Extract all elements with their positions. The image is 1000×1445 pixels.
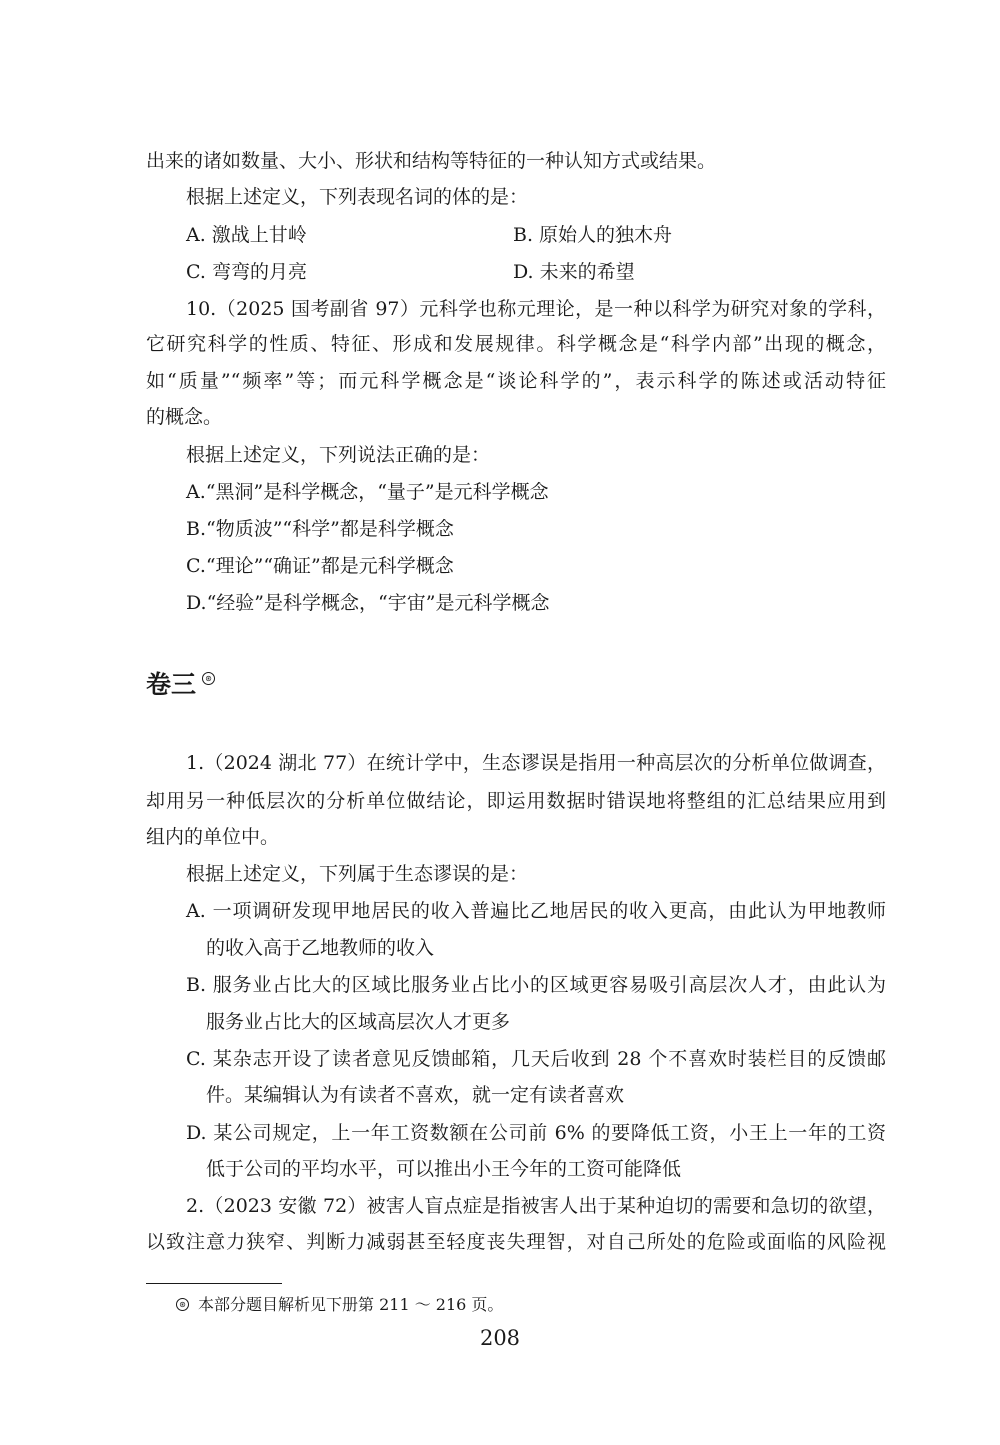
s3-question-1-option-a-cont: 的收入高于乙地教师的收入 (206, 937, 435, 959)
section-title-text: 卷三 (146, 670, 197, 699)
question-prompt: 根据上述定义，下列表现名词的体的是： (186, 186, 529, 208)
paragraph-line: 出来的诸如数量、大小、形状和结构等特征的一种认知方式或结果。 (146, 150, 717, 172)
footnote-text: 本部分题目解析见下册第 211 ～ 216 页。 (198, 1295, 504, 1314)
question-10-option-b: B.“物质波”“科学”都是科学概念 (186, 518, 454, 540)
s3-question-1-line-1: 1.（2024 湖北 77）在统计学中，生态谬误是指用一种高层次的分析单位做调查， (186, 752, 886, 774)
s3-question-1-option-c: C. 某杂志开设了读者意见反馈邮箱，几天后收到 28 个不喜欢时装栏目的反馈邮 (186, 1048, 886, 1070)
page-number: 208 (479, 1326, 521, 1350)
s3-question-1-option-b-cont: 服务业占比大的区域高层次人才更多 (206, 1011, 511, 1033)
footnote-rule (146, 1283, 282, 1284)
s3-question-1-prompt: 根据上述定义，下列属于生态谬误的是： (186, 863, 529, 885)
s3-question-1-line-3: 组内的单位中。 (146, 826, 280, 848)
question-10-option-d: D.“经验”是科学概念，“宇宙”是元科学概念 (186, 592, 550, 614)
s3-question-1-option-c-cont: 件。某编辑认为有读者不喜欢，就一定有读者喜欢 (206, 1084, 625, 1106)
question-10-prompt: 根据上述定义，下列说法正确的是： (186, 444, 491, 466)
footnote-marker-icon: ⊛ (202, 672, 215, 685)
s3-question-1-option-d: D. 某公司规定，上一年工资数额在公司前 6% 的要降低工资，小王上一年的工资 (186, 1122, 886, 1144)
footnote-marker-icon: ⊛ (176, 1298, 189, 1311)
s3-question-1-option-b: B. 服务业占比大的区域比服务业占比小的区域更容易吸引高层次人才，由此认为 (186, 974, 886, 996)
question-10-line-2: 它研究科学的性质、特征、形成和发展规律。科学概念是“科学内部”出现的概念， (146, 333, 886, 355)
question-10-option-c: C.“理论”“确证”都是元科学概念 (186, 555, 454, 577)
section-title (146, 668, 196, 702)
option-a: A. 激战上甘岭 (186, 224, 307, 246)
option-d: D. 未来的希望 (513, 261, 635, 283)
s3-question-1-option-d-cont: 低于公司的平均水平，可以推出小王今年的工资可能降低 (206, 1158, 682, 1180)
question-10-line-3: 如“质量”“频率”等；而元科学概念是“谈论科学的”，表示科学的陈述或活动特征 (146, 370, 886, 392)
question-10-line-4: 的概念。 (146, 406, 223, 428)
s3-question-1-line-2: 却用另一种低层次的分析单位做结论，即运用数据时错误地将整组的汇总结果应用到 (146, 790, 886, 812)
question-10-option-a: A.“黑洞”是科学概念，“量子”是元科学概念 (186, 481, 549, 503)
option-b: B. 原始人的独木舟 (513, 224, 673, 246)
question-10-line-1: 10.（2025 国考副省 97）元科学也称元理论，是一种以科学为研究对象的学科， (186, 298, 886, 320)
s3-question-2-line-2: 以致注意力狭窄、判断力减弱甚至轻度丧失理智，对自己所处的危险或面临的风险视 (146, 1231, 886, 1253)
s3-question-1-option-a: A. 一项调研发现甲地居民的收入普遍比乙地居民的收入更高，由此认为甲地教师 (186, 900, 886, 922)
option-c: C. 弯弯的月亮 (186, 261, 307, 283)
s3-question-2-line-1: 2.（2023 安徽 72）被害人盲点症是指被害人出于某种迫切的需要和急切的欲望， (186, 1195, 886, 1217)
